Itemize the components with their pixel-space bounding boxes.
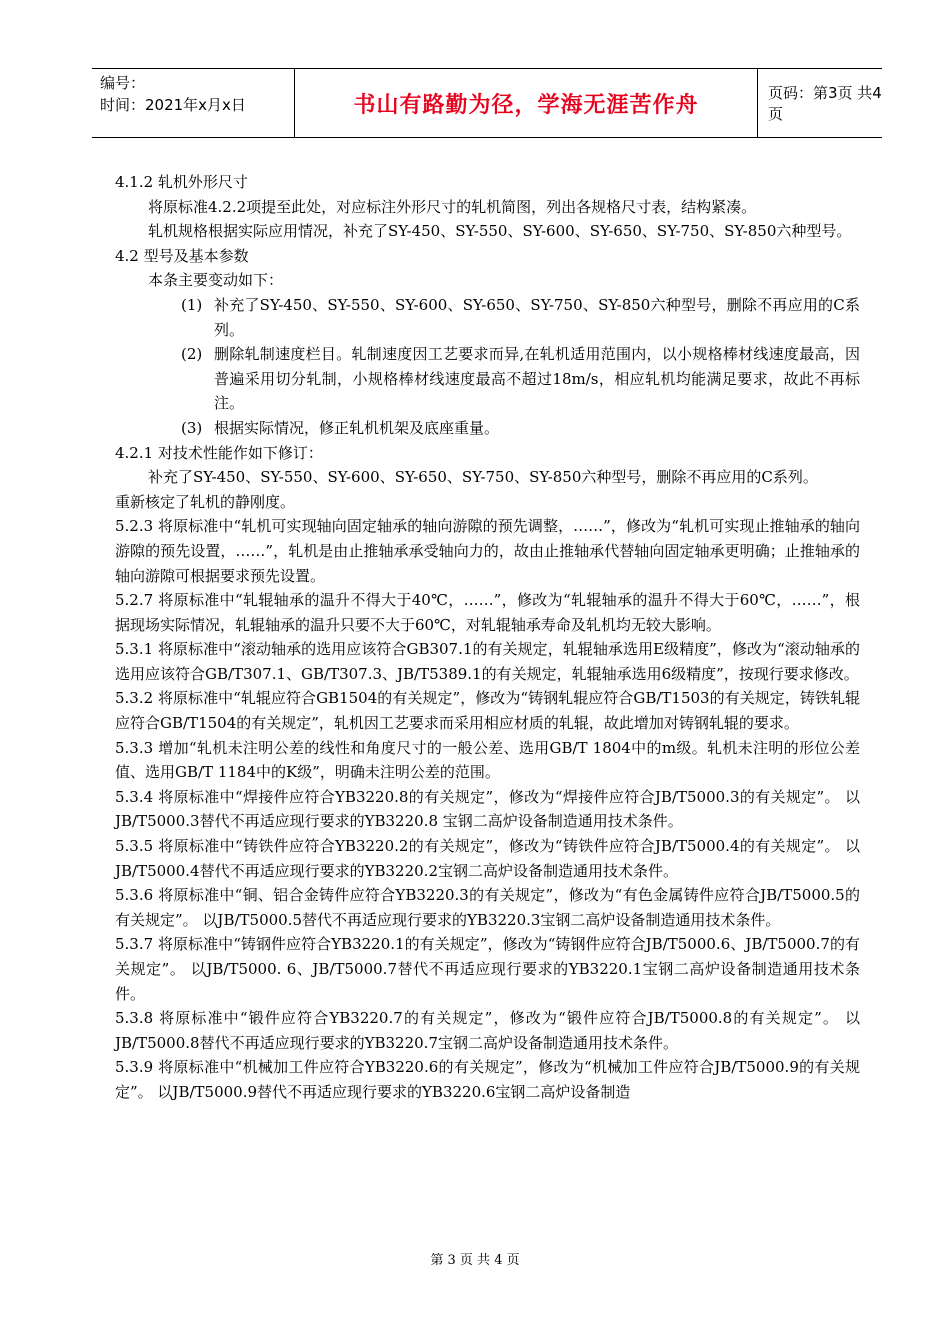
header-meta (92, 69, 294, 137)
list-item-text: 根据实际情况，修正轧机机架及底座重量。 (214, 418, 500, 437)
list-item-number: (2) (181, 345, 203, 364)
body-paragraph: 本条主要变动如下： (148, 271, 284, 290)
body-paragraph: 5.3.4 将原标准中“焊接件应符合YB3220.8的有关规定”，修改为“焊接件应符合JB/T5000.3的有关规定”。 以JB/T5000.3替代不再适应现行要求的YB3220.8 宝钢二高炉设备制造通用技术条件。 (115, 787, 860, 831)
page-footer (0, 1249, 950, 1268)
body-paragraph: 5.2.3 将原标准中“轧机可实现轴向固定轴承的轴向游隙的预先调整，……”，修改为“轧机可实现止推轴承的轴向游隙的预先设置，……”，轧机是由止推轴承承受轴向力的，故由止推轴承代替轴向固定轴承更明确；止推轴承的轴向游隙可根据要求预先设置。 (115, 517, 860, 585)
footer-page-number: 第 3 页 共 4 页 (430, 1253, 520, 1268)
body-paragraph: 5.3.9 将原标准中“机械加工件应符合YB3220.6的有关规定”，修改为“机械加工件应符合JB/T5000.9的有关规定”。 以JB/T5000.9替代不再适应现行要求的YB3220.6宝钢二高炉设备制造 (115, 1058, 860, 1101)
document-body (115, 170, 860, 1105)
body-paragraph: 5.3.8 将原标准中“锻件应符合YB3220.7的有关规定”，修改为“锻件应符合JB/T5000.8的有关规定”。 以JB/T5000.8替代不再适应现行要求的YB3220.7宝钢二高炉设备制造通用技术条件。 (115, 1009, 860, 1052)
header-page-cell (758, 69, 882, 137)
header-motto: 书山有路勤为径，学海无涯苦作舟 (353, 92, 699, 118)
body-paragraph: 补充了SY-450、SY-550、SY-600、SY-650、SY-750、SY-850六种型号，删除不再应用的C系列。 (148, 468, 818, 487)
body-paragraph: 5.3.2 将原标准中“轧辊应符合GB1504的有关规定”，修改为“铸钢轧辊应符合GB/T1503的有关规定，铸铁轧辊应符合GB/T1504的有关规定”，轧机因工艺要求而采用相应材质的轧辊，故此增加对铸钢轧辊的要求。 (115, 689, 860, 733)
body-paragraph: 4.2 型号及基本参数 (115, 246, 249, 265)
body-paragraph: 5.3.3 增加“轧机未注明公差的线性和角度尺寸的一般公差、选用GB/T 1804中的m级。轧机未注明的形位公差值、选用GB/T 1184中的K级”，明确未注明公差的范围。 (115, 738, 860, 782)
header-motto-cell (294, 69, 758, 137)
document-time-label: 时间：2021年x月x日 (100, 96, 246, 114)
body-paragraph: 轧机规格根据实际应用情况，补充了SY-450、SY-550、SY-600、SY-650、SY-750、SY-850六种型号。 (148, 222, 852, 241)
change-list (115, 293, 860, 441)
body-paragraph: 4.1.2 轧机外形尺寸 (115, 173, 248, 191)
section-intro (115, 170, 860, 293)
list-item-number: (3) (181, 418, 203, 437)
list-item (181, 342, 860, 416)
body-paragraph: 5.3.7 将原标准中“铸钢件应符合YB3220.1的有关规定”，修改为“铸钢件应符合JB/T5000.6、JB/T5000.7的有关规定”。 以JB/T5000. 6、JB/T5000.7替代不再适应现行要求的YB3220.1宝钢二高炉设备制造通用技术条件。 (115, 935, 860, 1003)
section-revisions (115, 441, 860, 1105)
body-paragraph: 将原标准4.2.2项提至此处，对应标注外形尺寸的轧机简图，列出各规格尺寸表，结构紧凑。 (148, 197, 757, 216)
body-paragraph: 4.2.1 对技术性能作如下修订： (115, 443, 323, 462)
body-paragraph: 5.2.7 将原标准中“轧辊轴承的温升不得大于40℃，……”，修改为“轧辊轴承的温升不得大于60℃，……”，根据现场实际情况，轧辊轴承的温升只要不大于60℃，对轧辊轴承寿命及轧机均无较大影响。 (115, 591, 860, 634)
body-paragraph: 重新核定了轧机的静刚度。 (115, 492, 296, 511)
list-item-text: 补充了SY-450、SY-550、SY-600、SY-650、SY-750、SY-850六种型号，删除不再应用的C系列。 (214, 295, 860, 339)
list-item-number: (1) (181, 295, 203, 314)
body-paragraph: 5.3.1 将原标准中“滚动轴承的选用应该符合GB307.1的有关规定，轧辊轴承选用E级精度”，修改为“滚动轴承的选用应该符合GB/T307.1、GB/T307.3、JB/T5389.1的有关规定，轧辊轴承选用6级精度”，按现行要求修改。 (115, 640, 860, 683)
list-item (181, 416, 860, 441)
body-paragraph: 5.3.5 将原标准中“铸铁件应符合YB3220.2的有关规定”，修改为“铸铁件应符合JB/T5000.4的有关规定”。 以JB/T5000.4替代不再适应现行要求的YB3220.2宝钢二高炉设备制造通用技术条件。 (115, 837, 860, 880)
document-number-label: 编号： (100, 74, 146, 92)
body-paragraph: 5.3.6 将原标准中“铜、铝合金铸件应符合YB3220.3的有关规定”，修改为“有色金属铸件应符合JB/T5000.5的有关规定”。 以JB/T5000.5替代不再适应现行要求的YB3220.3宝钢二高炉设备制造通用技术条件。 (115, 886, 860, 929)
header-page-label: 页码：第3页 共4页 (768, 84, 882, 123)
list-item-text: 删除轧制速度栏目。轧制速度因工艺要求而异,在轧机适用范围内，以小规格棒材线速度最高，因普遍采用切分轧制，小规格棒材线速度最高不超过18m/s，相应轧机均能满足要求，故此不再标注。 (214, 345, 860, 413)
list-item (181, 293, 860, 342)
page-header (92, 68, 882, 138)
